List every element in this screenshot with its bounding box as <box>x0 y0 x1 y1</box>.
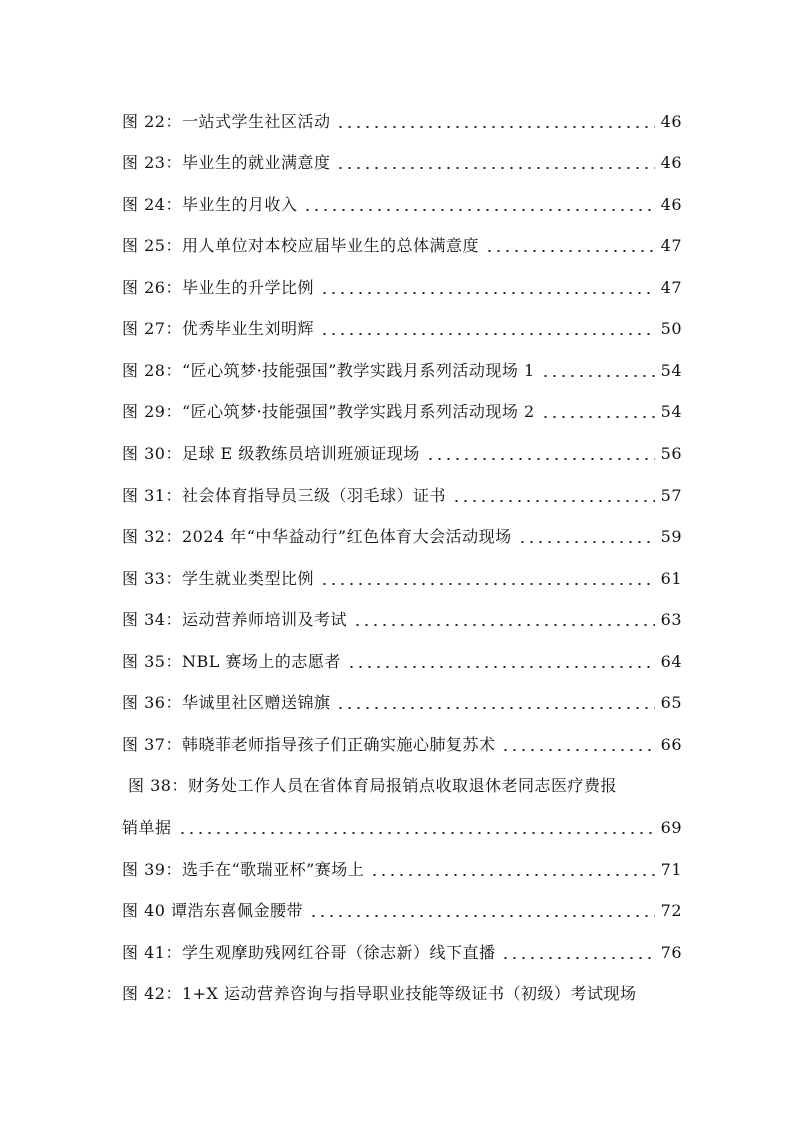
toc-page-number: 65 <box>660 693 682 712</box>
toc-entry[interactable] <box>122 271 682 299</box>
toc-entry-label: 图 36：华诚里社区赠送锦旗 <box>122 693 331 712</box>
toc-entry-label: 图 27：优秀毕业生刘明辉 <box>122 319 314 338</box>
dot-leader <box>501 749 654 751</box>
toc-entry[interactable] <box>122 188 682 216</box>
toc-entry-label: 图 42：1+X 运动营养咨询与指导职业技能等级证书（初级）考试现场 <box>122 984 637 1003</box>
toc-page-number: 46 <box>660 195 682 214</box>
toc-entry[interactable] <box>122 146 682 174</box>
dot-leader <box>426 458 655 460</box>
toc-entry[interactable] <box>122 562 682 590</box>
toc-entry-label: 图 34：运动营养师培训及考试 <box>122 610 347 629</box>
toc-entry-label: 图 32：2024 年“中华益动行”红色体育大会活动现场 <box>122 527 512 546</box>
toc-page-number: 46 <box>660 153 682 172</box>
dot-leader <box>336 126 654 128</box>
dot-leader <box>541 416 655 418</box>
dot-leader <box>347 666 655 668</box>
toc-entry[interactable] <box>122 395 682 423</box>
dot-leader <box>353 624 655 626</box>
dot-leader <box>370 874 654 876</box>
dot-leader <box>336 167 654 169</box>
toc-entry[interactable] <box>122 728 682 756</box>
dot-leader <box>178 832 655 834</box>
toc-entry-label: 图 39：选手在“歌瑞亚杯”赛场上 <box>122 860 365 879</box>
toc-entry-label: 图 33：学生就业类型比例 <box>122 569 314 588</box>
toc-page-number: 46 <box>660 112 682 131</box>
toc-entry[interactable] <box>122 936 682 964</box>
toc-entry[interactable] <box>122 603 682 631</box>
toc-entry[interactable] <box>122 354 682 382</box>
toc-entry-label: 图 22：一站式学生社区活动 <box>122 112 331 131</box>
toc-page-number: 76 <box>660 943 682 962</box>
toc-entry[interactable] <box>122 645 682 673</box>
dot-leader <box>518 541 655 543</box>
toc-page-number: 57 <box>660 486 682 505</box>
toc-entry-label: 图 37：韩晓菲老师指导孩子们正确实施心肺复苏术 <box>122 735 496 754</box>
toc-entry-label: 图 28：“匠心筑梦·技能强国”教学实践月系列活动现场 1 <box>122 361 535 380</box>
toc-page-number: 47 <box>660 236 682 255</box>
toc-entry[interactable] <box>122 105 682 133</box>
toc-entry[interactable] <box>122 479 682 507</box>
toc-page-number: 47 <box>660 278 682 297</box>
toc-page-number: 56 <box>660 444 682 463</box>
toc-entry-label: 图 26：毕业生的升学比例 <box>122 278 314 297</box>
dot-leader <box>452 500 655 502</box>
toc-entry[interactable] <box>122 686 682 714</box>
toc-entry-label: 图 29：“匠心筑梦·技能强国”教学实践月系列活动现场 2 <box>122 402 535 421</box>
toc-entry-label: 图 41：学生观摩助残网红谷哥（徐志新）线下直播 <box>122 943 496 962</box>
toc-entry-label: 图 23：毕业生的就业满意度 <box>122 153 331 172</box>
toc-page-number: 72 <box>660 901 682 920</box>
toc-entry[interactable] <box>122 894 682 922</box>
toc-page-number: 64 <box>660 652 682 671</box>
toc-entry-multiline-first[interactable] <box>128 769 688 797</box>
dot-leader <box>320 333 655 335</box>
toc-page-number: 59 <box>660 527 682 546</box>
toc-entry-truncated[interactable] <box>122 977 682 1005</box>
toc-page-number: 54 <box>660 361 682 380</box>
toc-entry-label: 图 30：足球 E 级教练员培训班颁证现场 <box>122 444 420 463</box>
toc-page-number: 71 <box>660 860 682 879</box>
dot-leader <box>303 209 654 211</box>
toc-entry-label: 图 35：NBL 赛场上的志愿者 <box>122 652 341 671</box>
dot-leader <box>320 583 655 585</box>
toc-entry-label: 图 38：财务处工作人员在省体育局报销点收取退休老同志医疗费报 <box>128 776 617 795</box>
dot-leader <box>320 292 655 294</box>
toc-page-number: 54 <box>660 402 682 421</box>
dot-leader <box>485 250 655 252</box>
toc-entry[interactable] <box>122 229 682 257</box>
toc-page-number: 69 <box>660 818 682 837</box>
toc-entry-label: 图 24：毕业生的月收入 <box>122 195 298 214</box>
dot-leader <box>309 915 655 917</box>
dot-leader <box>336 707 654 709</box>
toc-page-number: 50 <box>660 319 682 338</box>
toc-entry[interactable] <box>122 520 682 548</box>
dot-leader <box>501 957 654 959</box>
toc-page-number: 63 <box>660 610 682 629</box>
toc-entry[interactable] <box>122 437 682 465</box>
toc-entry-multiline-second[interactable] <box>122 811 682 839</box>
toc-entry-label: 销单据 <box>122 818 172 837</box>
toc-page-number: 61 <box>660 569 682 588</box>
toc-entry[interactable] <box>122 312 682 340</box>
toc-page-number: 66 <box>660 735 682 754</box>
toc-entry-label: 图 40 谭浩东喜佩金腰带 <box>122 901 304 920</box>
toc-entry[interactable] <box>122 853 682 881</box>
toc-entry-label: 图 31：社会体育指导员三级（羽毛球）证书 <box>122 486 446 505</box>
toc-entry-label: 图 25：用人单位对本校应届毕业生的总体满意度 <box>122 236 479 255</box>
dot-leader <box>541 375 655 377</box>
